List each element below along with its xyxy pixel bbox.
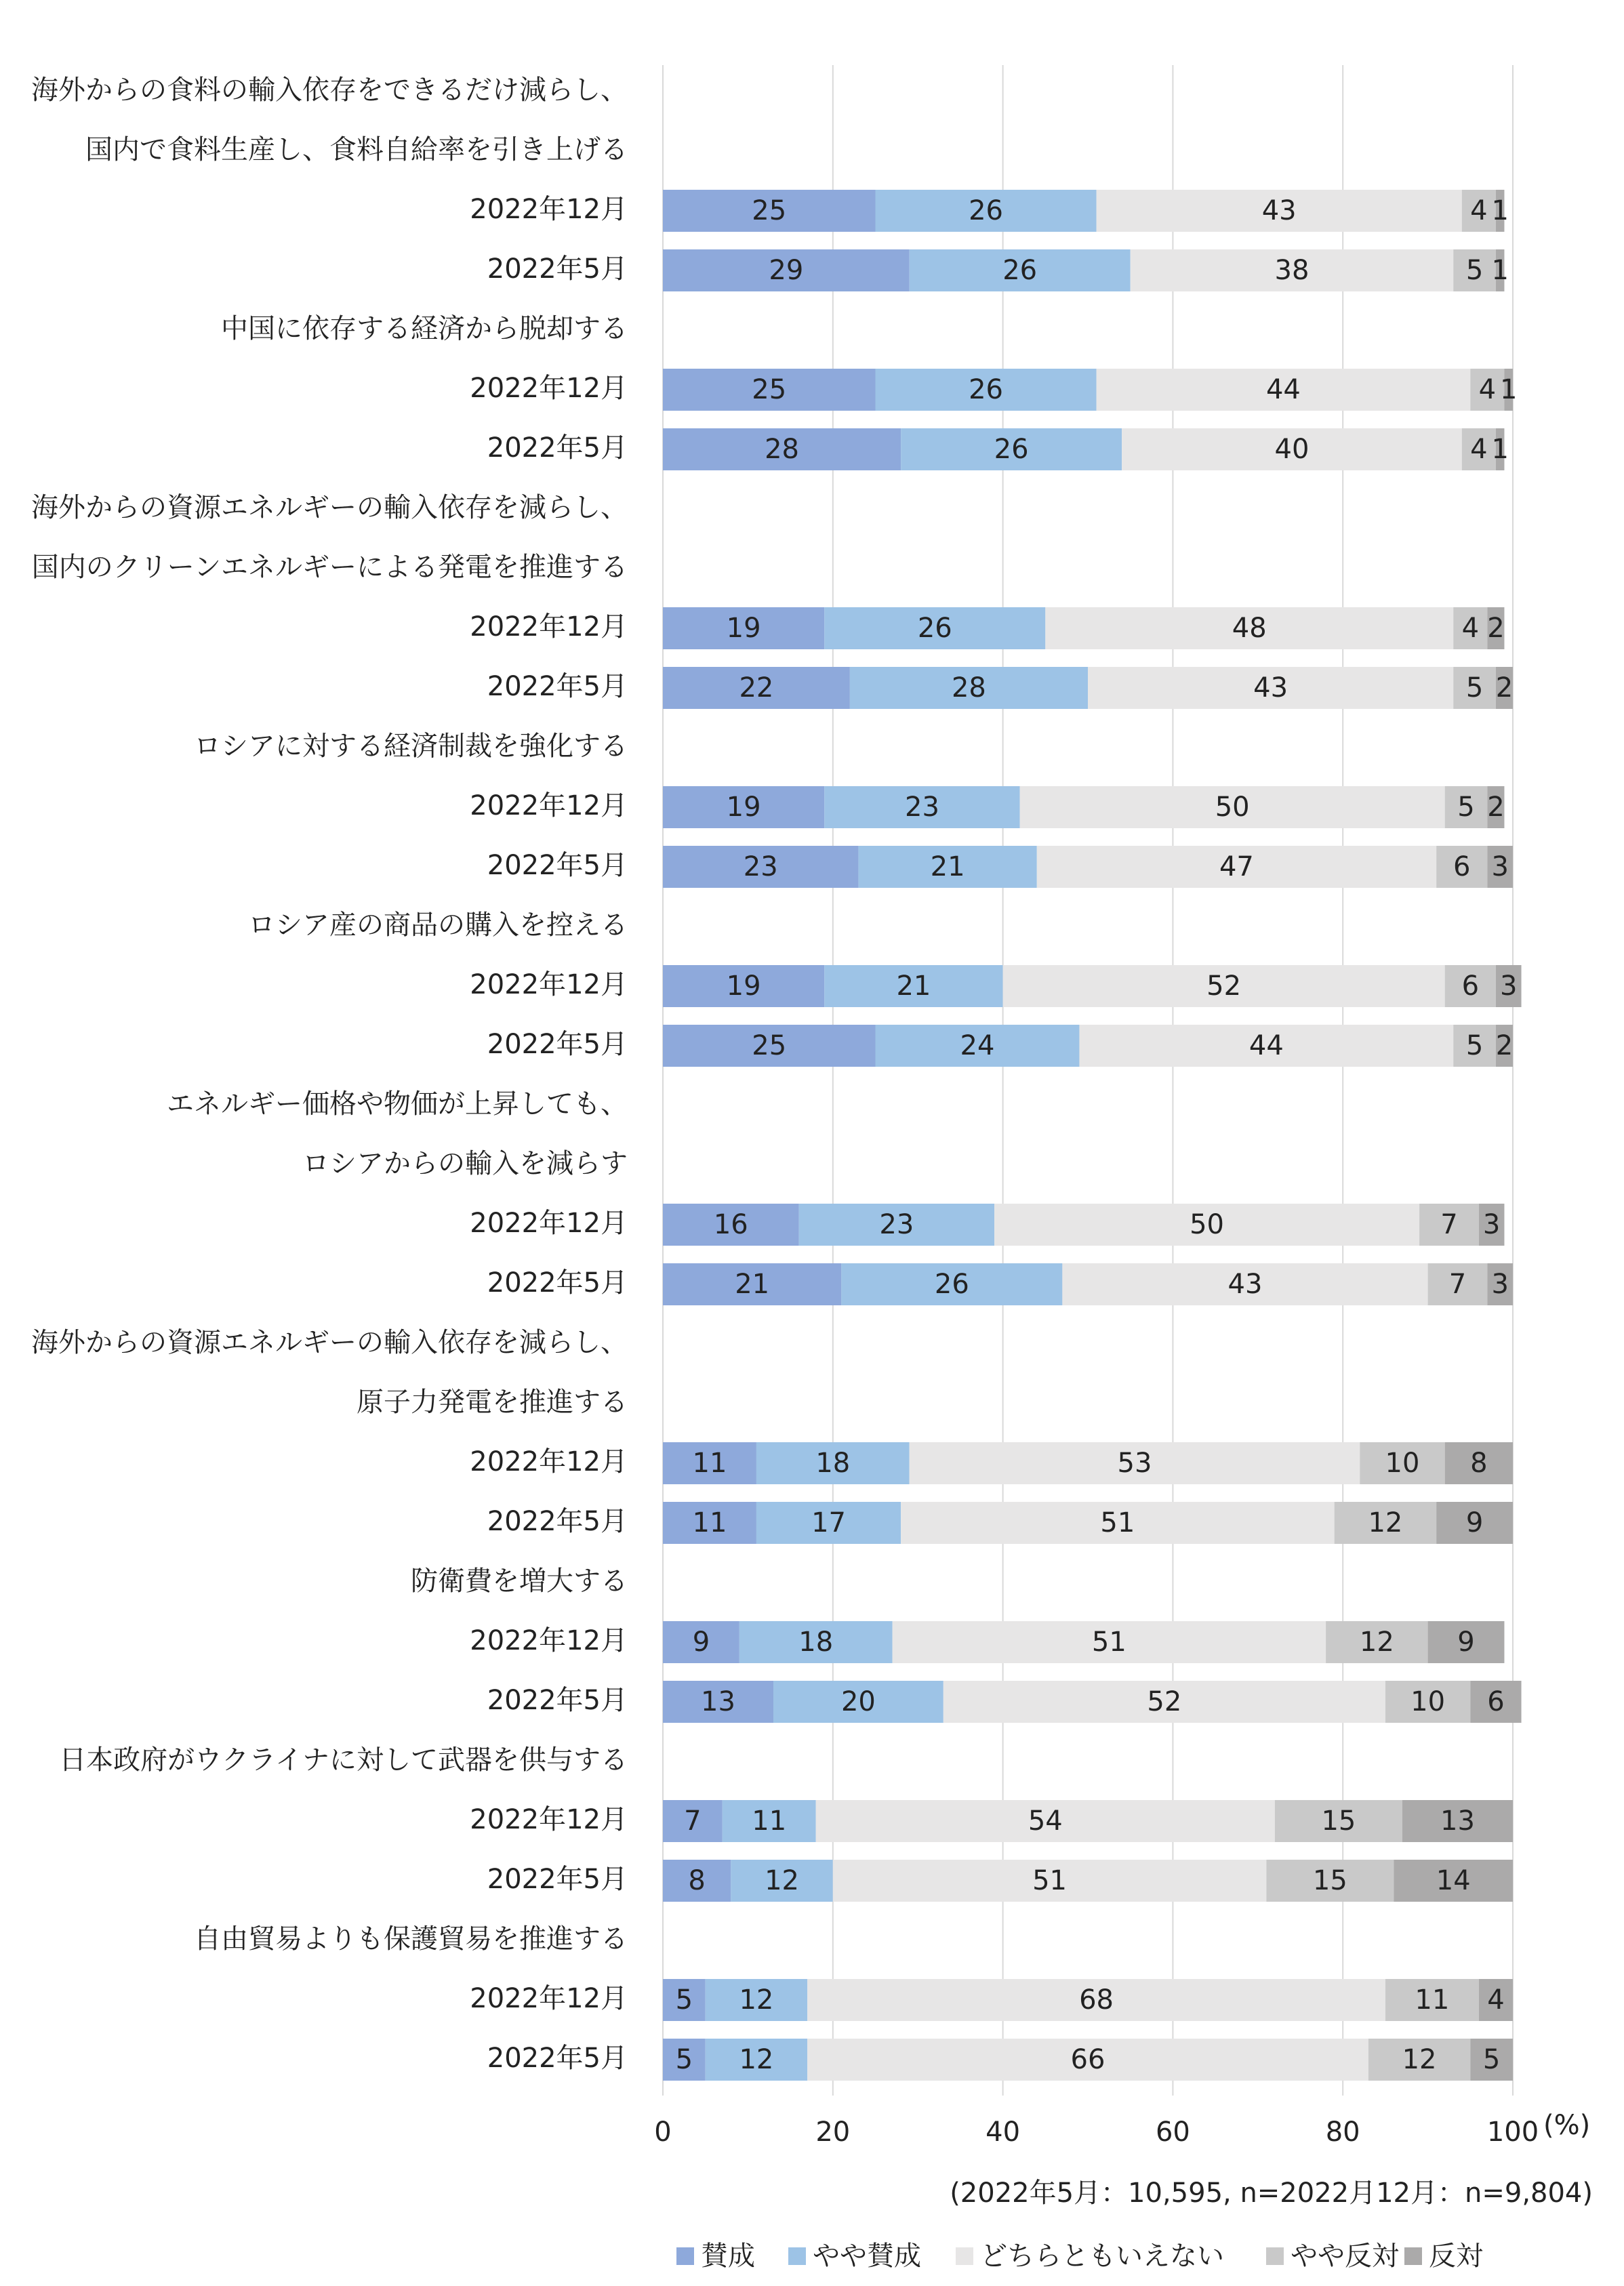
bar-value-label: 26 <box>1002 255 1038 286</box>
bar-value-label: 9 <box>1457 1627 1475 1658</box>
bar-value-label: 5 <box>675 1984 693 2016</box>
row-label: 2022年5月 <box>487 1685 628 1716</box>
bar-value-label: 5 <box>1482 2044 1501 2075</box>
row-label: 2022年5月 <box>487 432 628 464</box>
group-label: 国内のクリーンエネルギーによる発電を推進する <box>31 552 628 583</box>
bar-value-label: 13 <box>1440 1805 1475 1837</box>
bar-value-label: 26 <box>934 1269 969 1300</box>
bar-value-label: 13 <box>701 1686 735 1717</box>
bar-value-label: 26 <box>917 613 952 644</box>
bar-value-label: 7 <box>1448 1269 1467 1300</box>
legend-label: 賛成 <box>701 2241 755 2272</box>
bar-value-label: 3 <box>1491 851 1509 882</box>
group-label: 国内で食料生産し、食料自給率を引き上げる <box>85 134 628 165</box>
bar-value-label: 18 <box>798 1627 834 1658</box>
bar-value-label: 23 <box>905 792 939 823</box>
bar-value-label: 4 <box>1487 1984 1505 2016</box>
bar-value-label: 43 <box>1261 195 1297 226</box>
bar-value-label: 26 <box>969 374 1003 405</box>
x-tick-label: 0 <box>654 2117 672 2148</box>
bar-value-label: 12 <box>1368 1507 1403 1538</box>
bar-value-label: 1 <box>1491 255 1509 286</box>
bar-value-label: 47 <box>1219 851 1254 882</box>
bar-value-label: 29 <box>769 255 804 286</box>
x-tick-label: 20 <box>815 2117 851 2148</box>
bar-value-label: 66 <box>1070 2044 1105 2075</box>
bar-value-label: 5 <box>1465 1030 1484 1061</box>
row-label: 2022年12月 <box>470 373 628 404</box>
x-tick-label: 40 <box>986 2117 1021 2148</box>
bar-value-label: 4 <box>1470 195 1488 226</box>
x-tick-label: 80 <box>1325 2117 1360 2148</box>
bar-value-label: 19 <box>726 971 761 1002</box>
bar-value-label: 22 <box>739 672 774 703</box>
bar-value-label: 14 <box>1436 1865 1471 1896</box>
bar-value-label: 12 <box>739 1984 774 2016</box>
bar-value-label: 25 <box>752 195 787 226</box>
group-label: 海外からの食料の輸入依存をできるだけ減らし、 <box>31 75 628 106</box>
bar-value-label: 2 <box>1487 792 1505 823</box>
legend-swatch <box>1266 2247 1284 2265</box>
bar-value-label: 50 <box>1190 1209 1225 1240</box>
bar-value-label: 52 <box>1206 971 1242 1002</box>
bar-value-label: 4 <box>1470 434 1488 465</box>
unit-label: (%) <box>1543 2110 1591 2141</box>
bar-value-label: 18 <box>815 1448 851 1479</box>
group-label: 海外からの資源エネルギーの輸入依存を減らし、 <box>31 1327 628 1358</box>
legend-swatch <box>788 2247 806 2265</box>
bar-value-label: 1 <box>1491 434 1509 465</box>
group-label: 原子力発電を推進する <box>357 1387 628 1418</box>
row-label: 2022年5月 <box>487 1864 628 1895</box>
bar-value-label: 19 <box>726 792 761 823</box>
group-label: ロシアからの輸入を減らす <box>302 1148 628 1179</box>
x-tick-label: 100 <box>1486 2117 1539 2148</box>
bar-value-label: 44 <box>1249 1030 1284 1061</box>
group-label: エネルギー価格や物価が上昇しても、 <box>167 1088 628 1120</box>
bar-value-label: 11 <box>752 1805 787 1837</box>
bar-value-label: 15 <box>1321 1805 1356 1837</box>
group-label: ロシア産の商品の購入を控える <box>248 910 628 941</box>
row-label: 2022年5月 <box>487 2043 628 2074</box>
bar-value-label: 50 <box>1215 792 1250 823</box>
bar-value-label: 3 <box>1482 1209 1501 1240</box>
row-label: 2022年5月 <box>487 1267 628 1299</box>
legend-label: やや賛成 <box>813 2241 921 2272</box>
row-label: 2022年12月 <box>470 1208 628 1239</box>
row-label: 2022年5月 <box>487 1029 628 1060</box>
group-label: 中国に依存する経済から脱却する <box>221 313 628 344</box>
row-label: 2022年5月 <box>487 253 628 285</box>
row-label: 2022年5月 <box>487 1506 628 1537</box>
bar-value-label: 1 <box>1491 195 1509 226</box>
row-label: 2022年5月 <box>487 671 628 702</box>
bar-value-label: 21 <box>930 851 965 882</box>
row-label: 2022年12月 <box>470 1446 628 1477</box>
bar-value-label: 23 <box>743 851 778 882</box>
bar-value-label: 9 <box>1465 1507 1484 1538</box>
bar-value-label: 2 <box>1487 613 1505 644</box>
row-label: 2022年5月 <box>487 850 628 881</box>
bar-value-label: 21 <box>896 971 931 1002</box>
row-label: 2022年12月 <box>470 1625 628 1656</box>
bar-value-label: 26 <box>969 195 1003 226</box>
row-label: 2022年12月 <box>470 194 628 225</box>
bar-value-label: 9 <box>692 1627 710 1658</box>
bar-value-label: 20 <box>840 1686 876 1717</box>
bar-value-label: 12 <box>765 1865 800 1896</box>
bar-value-label: 43 <box>1227 1269 1263 1300</box>
bar-value-label: 1 <box>1500 374 1518 405</box>
bar-value-label: 28 <box>765 434 800 465</box>
bar-value-label: 11 <box>692 1507 727 1538</box>
legend-swatch <box>676 2247 694 2265</box>
legend-swatch <box>956 2247 973 2265</box>
bar-value-label: 5 <box>1465 672 1484 703</box>
bar-value-label: 4 <box>1478 374 1497 405</box>
bar-value-label: 11 <box>692 1448 727 1479</box>
legend-label: 反対 <box>1429 2241 1483 2272</box>
bar-value-label: 43 <box>1253 672 1288 703</box>
bar-value-label: 4 <box>1461 613 1480 644</box>
bar-value-label: 10 <box>1385 1448 1420 1479</box>
row-label: 2022年12月 <box>470 611 628 642</box>
bar-value-label: 48 <box>1232 613 1267 644</box>
bar-value-label: 51 <box>1091 1627 1126 1658</box>
bar-value-label: 12 <box>1402 2044 1437 2075</box>
bar-value-label: 7 <box>684 1805 702 1837</box>
bar-value-label: 52 <box>1147 1686 1182 1717</box>
bar-value-label: 16 <box>713 1209 748 1240</box>
bar-value-label: 25 <box>752 374 787 405</box>
group-label: 海外からの資源エネルギーの輸入依存を減らし、 <box>31 492 628 523</box>
bar-value-label: 51 <box>1032 1865 1068 1896</box>
bar-value-label: 8 <box>1470 1448 1488 1479</box>
bar-value-label: 6 <box>1487 1686 1505 1717</box>
bar-value-label: 10 <box>1410 1686 1446 1717</box>
legend-swatch <box>1404 2247 1422 2265</box>
bar-value-label: 6 <box>1461 971 1480 1002</box>
row-label: 2022年12月 <box>470 1983 628 2014</box>
bar-value-label: 68 <box>1079 1984 1114 2016</box>
bar-value-label: 3 <box>1500 971 1518 1002</box>
bar-value-label: 17 <box>811 1507 846 1538</box>
x-tick-label: 60 <box>1155 2117 1190 2148</box>
bar-value-label: 23 <box>879 1209 914 1240</box>
bar-value-label: 5 <box>675 2044 693 2075</box>
bar-value-label: 8 <box>688 1865 706 1896</box>
bar-value-label: 54 <box>1028 1805 1063 1837</box>
row-label: 2022年12月 <box>470 969 628 1000</box>
bar-value-label: 7 <box>1440 1209 1458 1240</box>
bar-value-label: 51 <box>1100 1507 1135 1538</box>
bar-value-label: 21 <box>735 1269 770 1300</box>
bar-value-label: 44 <box>1265 374 1301 405</box>
row-label: 2022年12月 <box>470 790 628 821</box>
bar-value-label: 40 <box>1274 434 1310 465</box>
bar-value-label: 53 <box>1117 1448 1152 1479</box>
bar-value-label: 12 <box>1359 1627 1394 1658</box>
legend-label: どちらともいえない <box>980 2241 1224 2272</box>
group-label: 日本政府がウクライナに対して武器を供与する <box>59 1744 628 1776</box>
bar-value-label: 19 <box>726 613 761 644</box>
bar-value-label: 12 <box>739 2044 774 2075</box>
group-label: 自由貿易よりも保護貿易を推進する <box>194 1923 628 1955</box>
bar-value-label: 2 <box>1495 672 1514 703</box>
bar-value-label: 38 <box>1274 255 1310 286</box>
bar-value-label: 11 <box>1415 1984 1450 2016</box>
bar-value-label: 3 <box>1491 1269 1509 1300</box>
legend-label: やや反対 <box>1291 2241 1399 2272</box>
sample-note: (2022年5月：10,595, n=2022月12月：n=9,804) <box>950 2178 1593 2209</box>
bar-value-label: 25 <box>752 1030 787 1061</box>
bar-value-label: 5 <box>1465 255 1484 286</box>
bar-value-label: 5 <box>1457 792 1475 823</box>
bar-value-label: 15 <box>1312 1865 1347 1896</box>
bar-value-label: 2 <box>1495 1030 1514 1061</box>
group-label: 防衛費を増大する <box>411 1566 628 1597</box>
bar-value-label: 6 <box>1453 851 1471 882</box>
bar-value-label: 28 <box>951 672 986 703</box>
bar-value-label: 24 <box>960 1030 995 1061</box>
row-label: 2022年12月 <box>470 1804 628 1835</box>
group-label: ロシアに対する経済制裁を強化する <box>194 731 628 762</box>
bar-value-label: 26 <box>994 434 1029 465</box>
